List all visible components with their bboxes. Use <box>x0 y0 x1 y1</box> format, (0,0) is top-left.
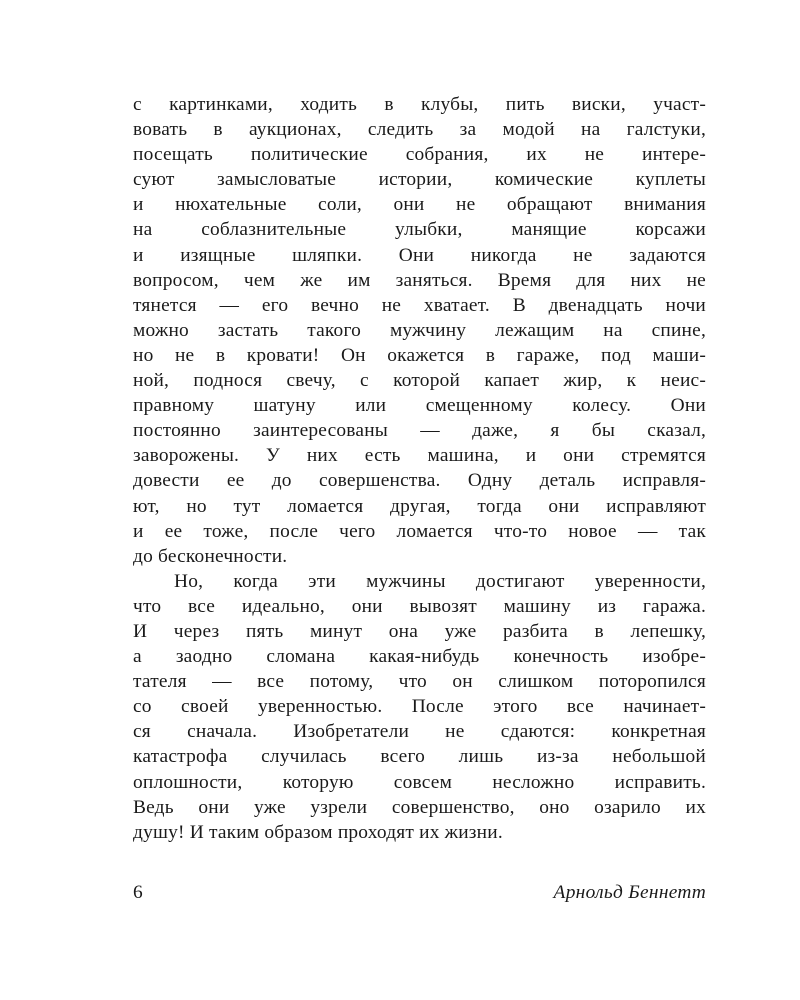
text-line: можно застать такого мужчину лежащим на спине, <box>133 319 706 341</box>
text-line: но не в кровати! Он окажется в гараже, под маши- <box>133 344 706 366</box>
text-line: и нюхательные соли, они не обращают внимания <box>133 194 706 216</box>
text-line: довести ее до совершенства. Одну деталь исправля- <box>133 470 706 492</box>
text-line: со своей уверенностью. После этого все начинает- <box>133 696 706 718</box>
text-line: на соблазнительные улыбки, манящие корсажи <box>133 219 706 241</box>
page-footer <box>133 882 706 910</box>
running-author: Арнольд Беннетт <box>553 882 706 903</box>
text-line: вопросом, чем же им заняться. Время для них не <box>133 269 706 291</box>
page-body <box>133 92 706 845</box>
text-line: оплошности, которую совсем несложно исправить. <box>133 771 706 793</box>
text-line: заворожены. У них есть машина, и они стремятся <box>133 445 706 467</box>
text-line: Но, когда эти мужчины достигают уверенности, <box>174 570 706 592</box>
text-line: душу! И таким образом проходят их жизни. <box>133 821 503 843</box>
text-line: и изящные шляпки. Они никогда не задаются <box>133 244 706 266</box>
text-line: тянется — его вечно не хватает. В двенадцать ночи <box>133 294 706 316</box>
text-line: ют, но тут ломается другая, тогда они исправляют <box>133 495 706 517</box>
text-line: И через пять минут она уже разбита в лепешку, <box>133 620 706 642</box>
text-line: вовать в аукционах, следить за модой на галстуки, <box>133 119 706 141</box>
text-line: тателя — все потому, что он слишком поторопился <box>133 671 706 693</box>
text-line: правному шатуну или смещенному колесу. Они <box>133 395 706 417</box>
text-line: постоянно заинтересованы — даже, я бы сказал, <box>133 420 706 442</box>
text-line: и ее тоже, после чего ломается что-то новое — так <box>133 520 706 542</box>
text-line: суют замысловатые истории, комические куплеты <box>133 169 706 191</box>
paragraph <box>133 92 706 569</box>
text-line: Ведь они уже узрели совершенство, оно озарило их <box>133 796 706 818</box>
text-line: до бесконечности. <box>133 545 288 567</box>
page-number: 6 <box>133 882 143 903</box>
paragraph <box>133 569 706 845</box>
text-line: ся сначала. Изобретатели не сдаются: конкретная <box>133 721 706 743</box>
text-line: посещать политические собрания, их не интере- <box>133 144 706 166</box>
text-line: ной, поднося свечу, с которой капает жир, к неис- <box>133 370 706 392</box>
text-line: катастрофа случилась всего лишь из-за небольшой <box>133 746 706 768</box>
text-line: с картинками, ходить в клубы, пить виски, участ- <box>133 94 706 115</box>
text-line: а заодно сломана какая-нибудь конечность изобре- <box>133 646 706 668</box>
text-line: что все идеально, они вывозят машину из гаража. <box>133 595 706 617</box>
